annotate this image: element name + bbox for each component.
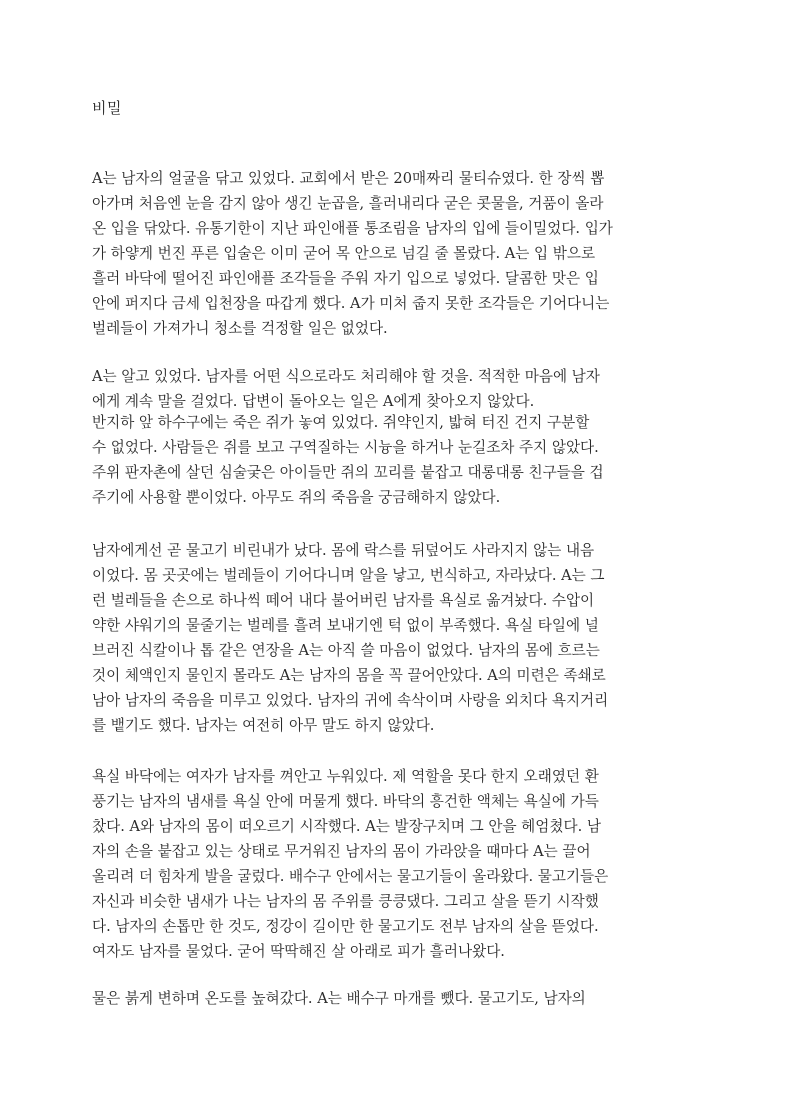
text-line: 에게 계속 말을 걸었다. 답변이 돌아오는 일은 A에게 찾아오지 않았다. (92, 393, 535, 410)
text-line: 런 벌레들을 손으로 하나씩 떼어 내다 불어버린 남자를 욕실로 옮겨놨다. 수압이 (92, 592, 595, 609)
text-line: 것이 체액인지 물인지 몰라도 A는 남자의 몸을 꼭 끌어안았다. A의 미련은 족쇄로 (92, 667, 606, 684)
text-line: 흘러 바닥에 떨어진 파인애플 조각들을 주워 자기 입으로 넣었다. 달콤한 맛은 입 (92, 270, 599, 287)
text-line: 주위 판자촌에 살던 심술궂은 아이들만 쥐의 꼬리를 붙잡고 대롱대롱 친구들을 겁 (92, 464, 604, 481)
text-line: 반지하 앞 하수구에는 죽은 쥐가 놓여 있었다. 쥐약인지, 밟혀 터진 건지 구분할 (92, 414, 590, 431)
text-line: 안에 퍼지다 금세 입천장을 따갑게 했다. A가 미처 줍지 못한 조각들은 기어다니는 (92, 295, 610, 312)
document-title: 비밀 (92, 99, 122, 117)
paragraph-6 (92, 986, 586, 1011)
text-line: 남자에게선 곧 물고기 비린내가 났다. 몸에 락스를 뒤덮어도 사라지지 않는 내음 (92, 542, 595, 559)
text-line: 이었다. 몸 곳곳에는 벌레들이 기어다니며 알을 낳고, 번식하고, 자라났다. A는 그 (92, 567, 605, 584)
text-line: A는 알고 있었다. 남자를 어떤 식으로라도 처리해야 할 것을. 적적한 마음에 남자 (92, 368, 600, 385)
text-line: 올리려 더 힘차게 발을 굴렀다. 배수구 안에서는 물고기들이 올라왔다. 물고기들은 (92, 868, 609, 885)
text-line: 벌레들이 가져가니 청소를 걱정할 일은 없었다. (92, 320, 388, 337)
text-line: A는 남자의 얼굴을 닦고 있었다. 교회에서 받은 20매짜리 물티슈였다. 한 장씩 뽑 (92, 170, 605, 187)
paragraph-5 (92, 764, 608, 964)
text-line: 온 입을 닦았다. 유통기한이 지난 파인애플 통조림을 남자의 입에 들이밀었다. 입가 (92, 220, 613, 237)
text-line: 물은 붉게 변하며 온도를 높혀갔다. A는 배수구 마개를 뺐다. 물고기도, 남자의 (92, 990, 586, 1007)
text-line: 욕실 바닥에는 여자가 남자를 껴안고 누워있다. 제 역할을 못다 한지 오래였던 환 (92, 768, 599, 785)
paragraph-1 (92, 166, 613, 341)
text-line: 풍기는 남자의 냄새를 욕실 안에 머물게 했다. 바닥의 흥건한 액체는 욕실에 가득 (92, 793, 599, 810)
text-line: 찼다. A와 남자의 몸이 떠오르기 시작했다. A는 발장구치며 그 안을 헤엄쳤다. 남 (92, 818, 601, 835)
text-line: 자의 손을 붙잡고 있는 상태로 무거워진 남자의 몸이 가라앉을 때마다 A는 끌어 (92, 843, 591, 860)
text-line: 남아 남자의 죽음을 미루고 있었다. 남자의 귀에 속삭이며 사랑을 외치다 욕지거리 (92, 692, 609, 709)
text-line: 여자도 남자를 물었다. 굳어 딱딱해진 살 아래로 피가 흘러나왔다. (92, 943, 505, 960)
text-line: 아가며 처음엔 눈을 감지 않아 생긴 눈곱을, 흘러내리다 굳은 콧물을, 거품이 올라 (92, 195, 604, 212)
text-line: 자신과 비슷한 냄새가 나는 남자의 몸 주위를 킁킁댔다. 그리고 살을 뜯기 시작했 (92, 893, 599, 910)
text-line: 약한 샤워기의 물줄기는 벌레를 흘려 보내기엔 턱 없이 부족했다. 욕실 타일에 널 (92, 617, 599, 634)
paragraph-3 (92, 410, 604, 510)
text-line: 수 없었다. 사람들은 쥐를 보고 구역질하는 시늉을 하거나 눈길조차 주지 않았다. (92, 439, 599, 456)
text-line: 를 뱉기도 했다. 남자는 여전히 아무 말도 하지 않았다. (92, 717, 435, 734)
text-line: 브러진 식칼이나 톱 같은 연장을 A는 아직 쓸 마음이 없었다. 남자의 몸에 흐르는 (92, 642, 600, 659)
paragraph-4 (92, 538, 608, 738)
text-line: 다. 남자의 손톱만 한 것도, 정강이 길이만 한 물고기도 전부 남자의 살을 뜯었다. (92, 918, 599, 935)
text-line: 가 하얗게 번진 푸른 입술은 이미 굳어 목 안으로 넘길 줄 몰랐다. A는 입 밖으로 (92, 245, 596, 262)
text-line: 주기에 사용할 뿐이었다. 아무도 쥐의 죽음을 궁금해하지 않았다. (92, 489, 501, 506)
paragraph-2 (92, 364, 600, 414)
